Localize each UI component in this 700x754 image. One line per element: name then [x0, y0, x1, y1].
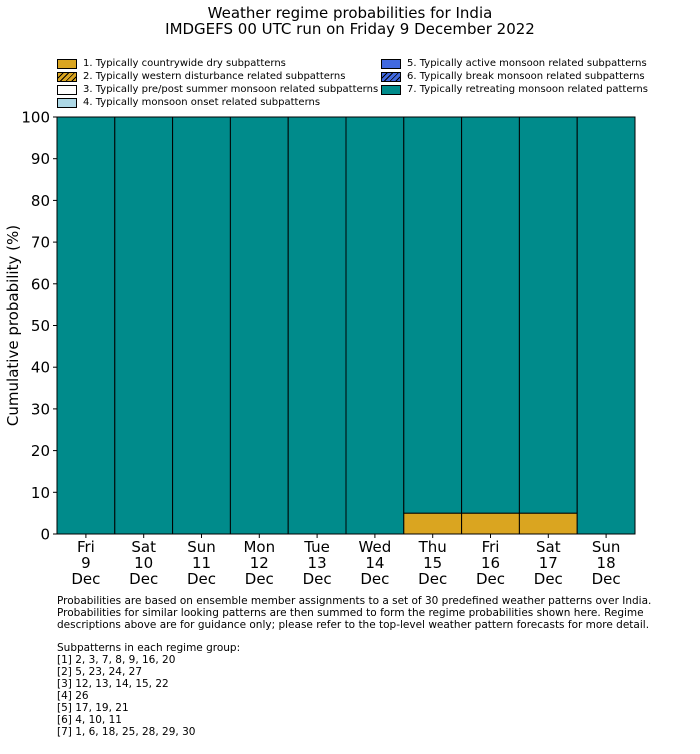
subpattern-group-7: [7] 1, 6, 18, 25, 28, 29, 30 — [57, 726, 196, 738]
bar-segment-2-16 — [462, 117, 520, 513]
bar-segment-2-14 — [346, 117, 404, 534]
x-tick-label: Wed — [358, 538, 392, 556]
bar-segment-2-18 — [577, 117, 635, 534]
x-tick-label: 18 — [596, 554, 616, 572]
y-axis-label: Cumulative probability (%) — [4, 224, 22, 427]
bar-segment-1-17 — [519, 513, 577, 534]
y-tick-label: 70 — [30, 233, 50, 252]
legend-label-1: 1. Typically countrywide dry subpatterns — [83, 58, 286, 69]
x-tick-label: 11 — [191, 554, 212, 572]
legend-label-5: 5. Typically active monsoon related subpatterns — [407, 58, 647, 69]
x-tick-label: 15 — [423, 554, 443, 572]
chart-subtitle: IMDGEFS 00 UTC run on Friday 9 December 2022 — [165, 20, 535, 38]
y-tick-label: 10 — [30, 483, 50, 502]
subpattern-group-4: [4] 26 — [57, 690, 89, 702]
x-tick-label: 14 — [365, 554, 385, 572]
x-tick-label: Sun — [187, 538, 216, 556]
subpattern-group-5: [5] 17, 19, 21 — [57, 702, 129, 714]
subpatterns-title: Subpatterns in each regime group: — [57, 642, 241, 654]
legend-label-3: 3. Typically pre/post summer monsoon related subpatterns — [83, 84, 379, 95]
x-tick-label: Tue — [304, 538, 330, 556]
x-tick-label: Mon — [243, 538, 276, 556]
subpattern-group-2: [2] 5, 23, 24, 27 — [57, 666, 142, 678]
bar-segment-2-15 — [404, 117, 462, 513]
x-tick-label: Sun — [591, 538, 621, 556]
x-tick-label: 10 — [134, 554, 154, 572]
x-tick-label: Dec — [302, 570, 332, 588]
subpattern-group-6: [6] 4, 10, 11 — [57, 714, 122, 726]
y-tick-label: 90 — [30, 150, 50, 169]
x-tick-label: 12 — [249, 554, 269, 572]
y-tick-label: 0 — [40, 525, 50, 544]
subpattern-group-3: [3] 12, 13, 14, 15, 22 — [57, 678, 169, 690]
x-tick-label: Sat — [131, 538, 157, 556]
bar-segment-2-10 — [115, 117, 173, 534]
x-tick-label: Fri — [481, 538, 500, 556]
x-tick-label: 16 — [480, 554, 501, 572]
subpattern-group-1: [1] 2, 3, 7, 8, 9, 16, 20 — [57, 654, 176, 666]
x-tick-label: Fri — [76, 538, 95, 556]
legend-label-4: 4. Typically monsoon onset related subpatterns — [83, 97, 321, 108]
bar-segment-1-16 — [462, 513, 520, 534]
x-tick-label: 9 — [81, 554, 91, 572]
y-tick-label: 30 — [30, 400, 50, 419]
y-tick-label: 50 — [30, 317, 50, 335]
bar-segment-2-13 — [288, 117, 346, 534]
y-tick-label: 60 — [30, 275, 50, 294]
legend-label-7: 7. Typically retreating monsoon related patterns — [407, 84, 648, 95]
x-tick-label: Dec — [591, 570, 621, 588]
bar-segment-1-15 — [404, 513, 462, 534]
x-tick-label: Dec — [71, 570, 101, 588]
x-tick-label: 17 — [538, 554, 558, 572]
x-tick-label: Dec — [360, 570, 390, 588]
x-tick-label: 13 — [307, 554, 327, 572]
footnote-line-1: Probabilities are based on ensemble member assignments to a set of 30 predefined weather patterns over India. — [57, 595, 652, 607]
chart-title: Weather regime probabilities for India — [207, 4, 493, 22]
footnote-line-2: Probabilities for similar looking patterns are then summed to form the regime probabilities shown here. Regime — [57, 607, 644, 619]
y-tick-label: 80 — [30, 191, 50, 210]
x-tick-label: Sat — [535, 538, 561, 556]
x-tick-label: Thu — [418, 538, 447, 556]
legend-label-2: 2. Typically western disturbance related subpatterns — [83, 71, 346, 82]
x-tick-label: Dec — [244, 570, 274, 588]
y-tick-label: 100 — [21, 108, 50, 127]
y-tick-label: 40 — [30, 358, 50, 377]
bar-segment-2-11 — [173, 117, 231, 534]
footnote-line-3: descriptions above are for guidance only; please refer to the top-level weather pattern forecasts for more detail. — [57, 619, 650, 631]
bar-segment-2-12 — [230, 117, 288, 534]
legend-label-6: 6. Typically break monsoon related subpatterns — [407, 71, 645, 82]
bar-segment-2-17 — [519, 117, 577, 513]
x-tick-label: Dec — [475, 570, 506, 588]
x-tick-label: Dec — [418, 570, 448, 588]
x-tick-label: Dec — [129, 570, 159, 588]
y-tick-label: 20 — [30, 442, 50, 461]
x-tick-label: Dec — [186, 570, 217, 588]
bar-segment-2-9 — [57, 117, 115, 534]
x-tick-label: Dec — [533, 570, 563, 588]
